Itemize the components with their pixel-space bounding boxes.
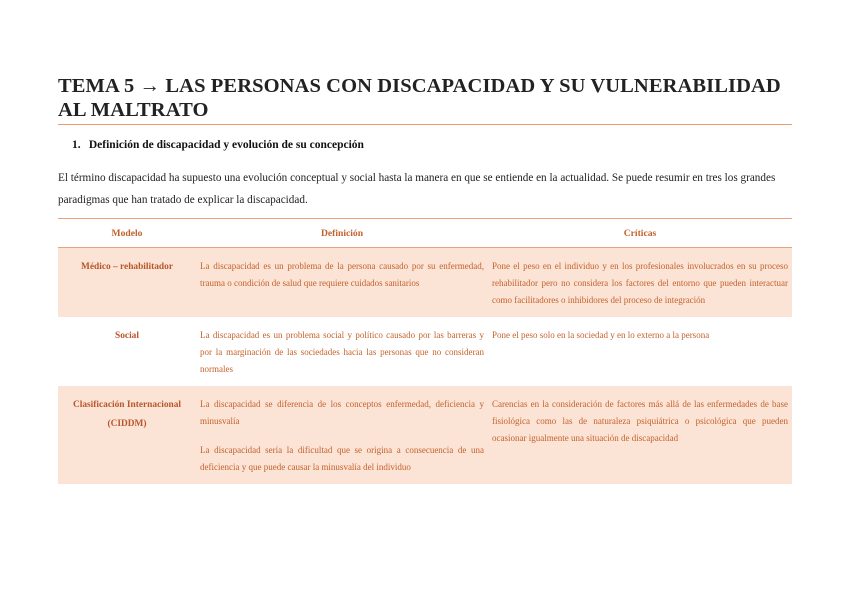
section-title: Definición de discapacidad y evolución de su concepción [88, 139, 364, 151]
paradigms-table [58, 218, 792, 484]
model-definition [196, 248, 488, 318]
table-header-row [58, 219, 792, 248]
title-line-2: AL MALTRATO [58, 99, 209, 121]
model-criticism: Pone el peso solo en la sociedad y en lo externo a la persona [492, 330, 710, 340]
definition-text-2: La discapacidad sería la dificultad que se origina a consecuencia de una deficiencia y que puede causar la minusvalía del individuo [200, 445, 484, 472]
model-criticism: Pone el peso en el individuo y en los profesionales involucrados en su proceso rehabilitador pero no considera los factores del entorno que pueden interactuar como facilitadores o inhibidores del proceso de integración [488, 248, 792, 318]
header-model: Modelo [58, 219, 196, 248]
model-name: Médico – rehabilitador [58, 248, 196, 318]
page-title [58, 74, 792, 125]
definition-text: La discapacidad se diferencia de los conceptos enfermedad, deficiencia y minusvalía [200, 399, 484, 426]
definition-text: La discapacidad es un problema social y político causado por las barreras y por la marginación de las sociedades hacia las personas que no consideran normales [200, 330, 484, 374]
header-definition: Definición [196, 219, 488, 248]
intro-paragraph: El término discapacidad ha supuesto una evolución conceptual y social hasta la manera en que se entiende en la actualidad. Se puede resumir en tres los grandes paradigmas que han tratado de explicar la discapacidad. [58, 172, 776, 206]
model-definition [196, 386, 488, 484]
title-line-1: TEMA 5 → LAS PERSONAS CON DISCAPACIDAD Y SU VULNERABILIDAD [58, 75, 781, 97]
model-definition [196, 317, 488, 386]
header-criticism: Críticas [488, 219, 792, 248]
table-row [58, 386, 792, 484]
table-row [58, 248, 792, 318]
document-page [58, 74, 792, 484]
definition-text: La discapacidad es un problema de la persona causado por su enfermedad, trauma o condición de salud que requiere cuidados sanitarios [200, 261, 484, 288]
model-name: Clasificación Internacional (CIDDM) [58, 386, 196, 484]
model-criticism: Carencias en la consideración de factores más allá de las enfermedades de base fisiológica como las de naturaleza psiquiátrica o psicológica que pueden ocasionar igualmente una situación de discapacidad [488, 386, 792, 484]
section-heading [72, 137, 792, 153]
section-number: 1. [72, 139, 81, 151]
model-name: Social [115, 331, 139, 341]
table-row [58, 317, 792, 386]
